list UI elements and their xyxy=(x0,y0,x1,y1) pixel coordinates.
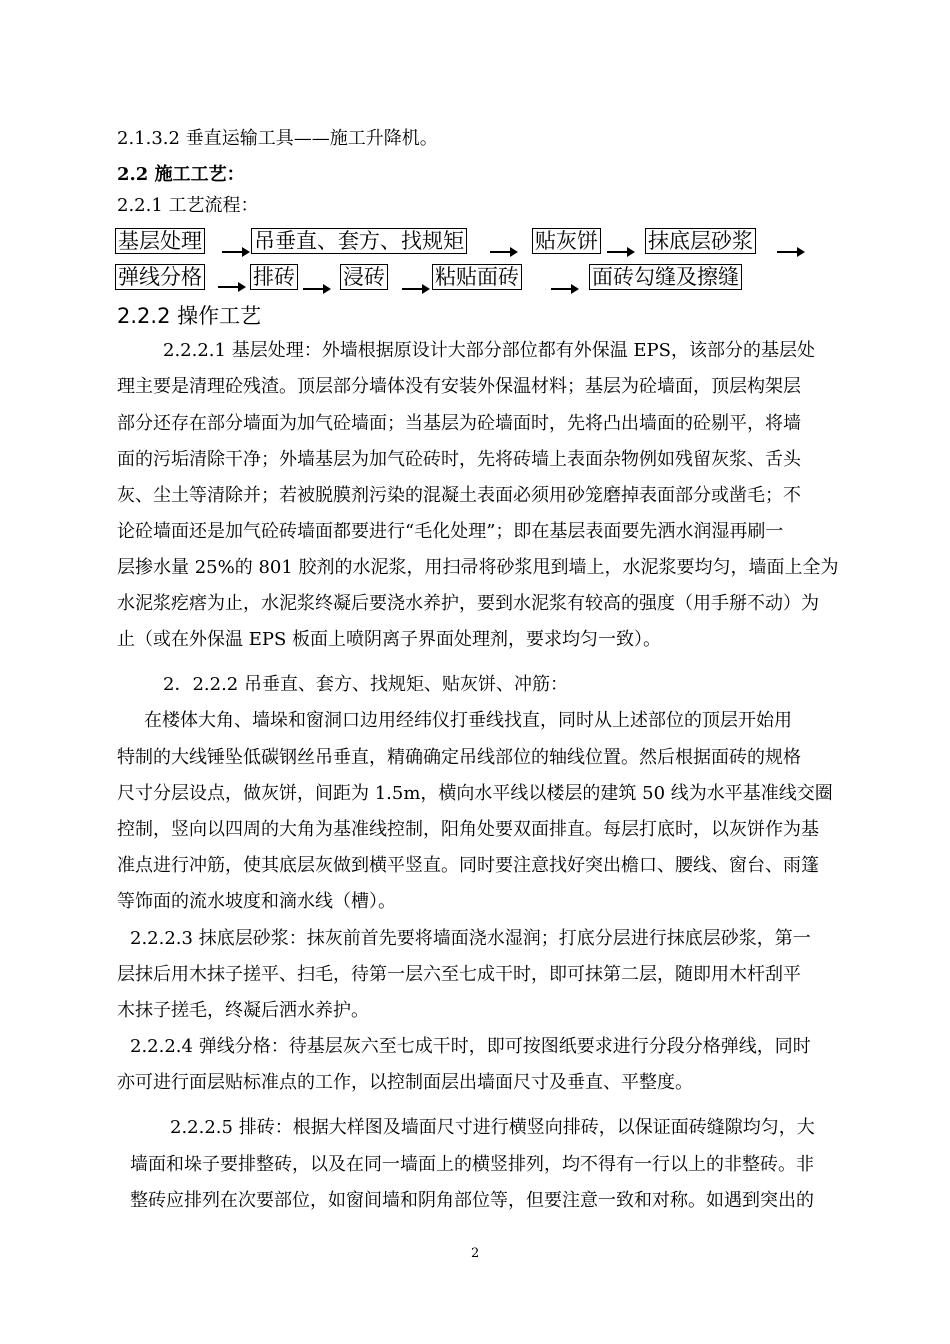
paragraph-line: 等饰面的流水坡度和滴水线（槽）。 xyxy=(117,891,396,912)
section-221-title: 2.2.1 工艺流程： xyxy=(117,195,259,216)
paragraph-line: 控制，竖向以四周的大角为基准线控制，阳角处要双面排直。每层打底时，以灰饼作为基 xyxy=(117,819,819,840)
paragraph-line: 整砖应排列在次要部位，如窗间墙和阴角部位等，但要注意一致和对称。如遇到突出的 xyxy=(130,1190,814,1211)
paragraph-line: 2.2.2.5 排砖：根据大样图及墙面尺寸进行横竖向排砖，以保证面砖缝隙均匀，大 xyxy=(170,1117,815,1138)
flow-arrow xyxy=(218,286,240,288)
flow-step-4: 抹底层砂浆 xyxy=(645,228,756,254)
paragraph-line: 面的污垢清除干净；外墙基层为加气砼砖时，先将砖墙上表面杂物例如残留灰浆、舌头 xyxy=(117,449,801,470)
paragraph-line: 2.2.2.1 基层处理：外墙根据原设计大部分部位都有外保温 EPS，该部分的基层处 xyxy=(163,340,815,361)
flow-step-1: 基层处理 xyxy=(115,228,205,254)
flow-step-9: 面砖勾缝及擦缝 xyxy=(589,264,742,290)
flow-step-2: 吊垂直、套方、找规矩 xyxy=(251,228,467,254)
paragraph-title: 2．2.2.2 吊垂直、套方、找规矩、贴灰饼、冲筋： xyxy=(163,674,568,695)
paragraph-line: 2.2.2.4 弹线分格：待基层灰六至七成干时，即可按图纸要求进行分段分格弹线，同时 xyxy=(130,1036,811,1057)
flow-step-5: 弹线分格 xyxy=(115,264,205,290)
flow-step-8: 粘贴面砖 xyxy=(432,264,522,290)
line-2132: 2.1.3.2 垂直运输工具——施工升降机。 xyxy=(117,128,438,149)
flow-arrow xyxy=(222,251,244,253)
paragraph-line: 论砼墙面还是加气砼砖墙面都要进行“毛化处理”；即在基层表面要先洒水润湿再刷一 xyxy=(117,521,784,542)
page-number: 2 xyxy=(471,1246,480,1261)
flow-step-3: 贴灰饼 xyxy=(532,228,601,254)
paragraph-line: 亦可进行面层贴标准点的工作，以控制面层出墙面尺寸及垂直、平整度。 xyxy=(117,1072,693,1093)
section-222-title: 2.2.2 操作工艺 xyxy=(117,304,262,328)
flow-step-7: 浸砖 xyxy=(340,264,388,290)
paragraph-line: 木抹子搓毛，终凝后洒水养护。 xyxy=(117,1000,369,1021)
paragraph-line: 部分还存在部分墙面为加气砼墙面；当基层为砼墙面时，先将凸出墙面的砼剔平，将墙 xyxy=(117,413,801,434)
paragraph-line: 灰、尘土等清除并；若被脱膜剂污染的混凝土表面必须用砂笼磨掉表面部分或凿毛；不 xyxy=(117,485,801,506)
flow-arrow xyxy=(551,288,573,290)
flow-arrow xyxy=(607,251,629,253)
flow-step-6: 排砖 xyxy=(250,264,298,290)
flow-arrow xyxy=(490,251,512,253)
paragraph-line: 特制的大线锤坠低碳钢丝吊垂直，精确确定吊线部位的轴线位置。然后根据面砖的规格 xyxy=(117,747,801,768)
paragraph-line: 在楼体大角、墙垛和窗洞口边用经纬仪打垂线找直，同时从上述部位的顶层开始用 xyxy=(144,710,792,731)
paragraph-line: 理主要是清理砼残渣。顶层部分墙体没有安装外保温材料；基层为砼墙面，顶层构架层 xyxy=(117,376,801,397)
paragraph-line: 准点进行冲筋，使其底层灰做到横平竖直。同时要注意找好突出檐口、腰线、窗台、雨篷 xyxy=(117,855,819,876)
paragraph-line: 墙面和垛子要排整砖，以及在同一墙面上的横竖排列，均不得有一行以上的非整砖。非 xyxy=(130,1154,814,1175)
paragraph-line: 止（或在外保温 EPS 板面上喷阴离子界面处理剂，要求均匀一致）。 xyxy=(117,629,662,650)
paragraph-line: 水泥浆疙瘩为止，水泥浆终凝后要浇水养护，要到水泥浆有较高的强度（用手掰不动）为 xyxy=(117,593,819,614)
flow-arrow xyxy=(402,288,424,290)
paragraph-line: 层掺水量 25%的 801 胶剂的水泥浆，用扫帚将砂浆甩到墙上，水泥浆要均匀，墙面上全为 xyxy=(117,557,839,578)
section-22-title: 2.2 施工工艺： xyxy=(117,164,245,185)
flow-arrow xyxy=(777,251,799,253)
paragraph-line: 尺寸分层设点，做灰饼，间距为 1.5m，横向水平线以楼层的建筑 50 线为水平基准线交圈 xyxy=(117,783,833,804)
flow-arrow xyxy=(303,288,325,290)
paragraph-line: 层抹后用木抹子搓平、扫毛，待第一层六至七成干时，即可抹第二层，随即用木杆刮平 xyxy=(117,964,801,985)
paragraph-line: 2.2.2.3 抹底层砂浆：抹灰前首先要将墙面浇水湿润；打底分层进行抹底层砂浆，第一 xyxy=(130,928,811,949)
